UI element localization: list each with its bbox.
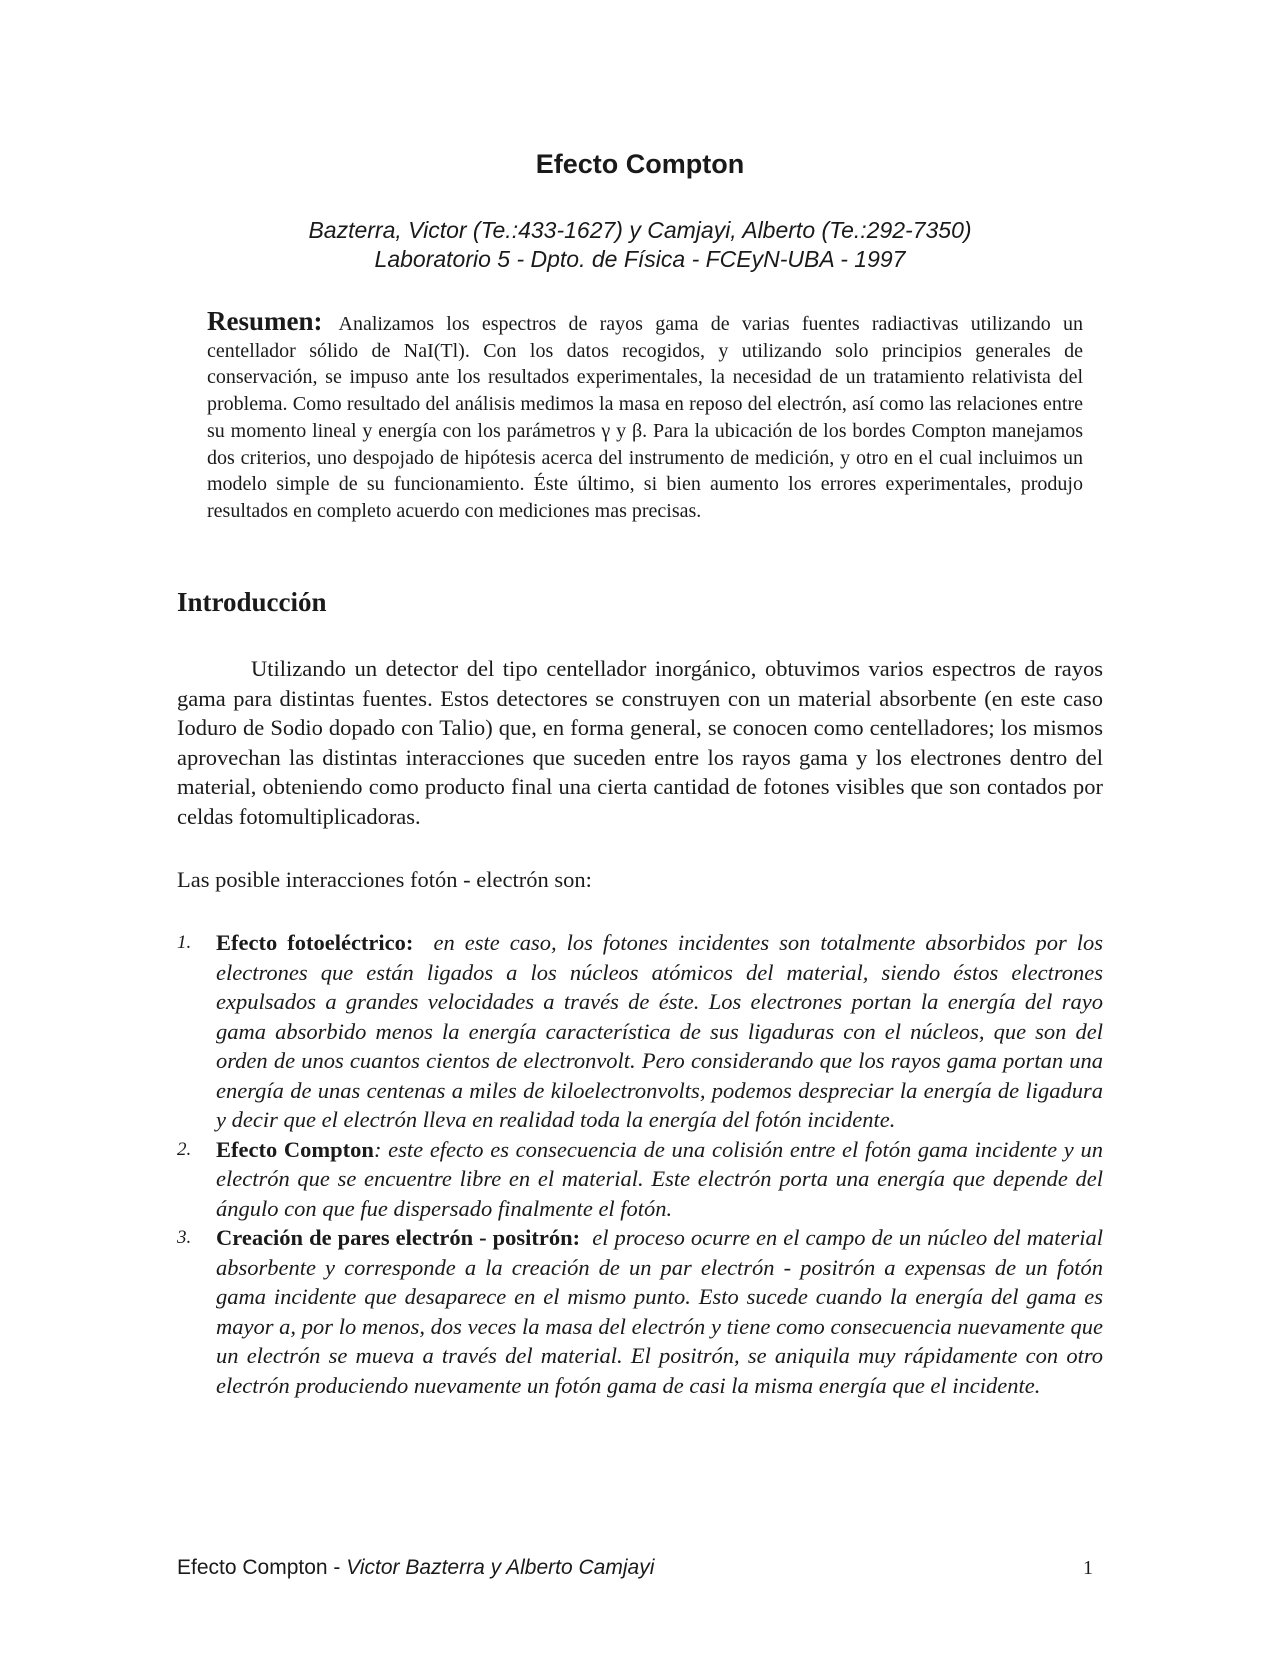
list-item-description: : este efecto es consecuencia de una colisión entre el fotón gama incidente y un electrón que se encuentre libre en el material. Este electrón porta una energía que depende del ángulo con que fue dispersado finalmente el fotón. bbox=[216, 1136, 1103, 1221]
list-item bbox=[177, 928, 1103, 1135]
affiliation-line: Laboratorio 5 - Dpto. de Física - FCEyN-UBA - 1997 bbox=[374, 246, 906, 272]
author-block bbox=[0, 216, 1280, 274]
section-heading-introduction: Introducción bbox=[177, 587, 327, 617]
list-item-number: 1. bbox=[177, 932, 192, 953]
interactions-lead: Las posible interacciones fotón - electrón son: bbox=[177, 867, 592, 892]
intro-paragraph: Utilizando un detector del tipo centellador inorgánico, obtuvimos varios espectros de rayos gama para distintas fuentes. Estos detectores se construyen con un material absorbente (en este caso Ioduro de Sodio dopado con Talio) que, en forma general, se conocen como centelladores; los mismos aprovechan las distintas interacciones que suceden entre los rayos gama y los electrones dentro del material, obteniendo como producto final una cierta cantidad de fotones visibles que son contados por celdas fotomultiplicadoras. bbox=[177, 656, 1103, 829]
list-item-description: el proceso ocurre en el campo de un núcleo del material absorbente y corresponde a la creación de un par electrón - positrón a expensas de un fotón gama incidente que desaparece en el mismo punto. Esto sucede cuando la energía del gama es mayor a, por lo menos, dos veces la masa del electrón y tiene como consecuencia nuevamente que un electrón se mueva a través del material. El positrón, se aniquila muy rápidamente con otro electrón produciendo nuevamente un fotón gama de casi la misma energía que el incidente. bbox=[216, 1225, 1104, 1398]
paper-title: Efecto Compton bbox=[535, 149, 745, 179]
list-item-number: 2. bbox=[177, 1138, 192, 1160]
abstract-text: Analizamos los espectros de rayos gama de varias fuentes radiactivas utilizando un centellador sólido de NaI(Tl). Con los datos recogidos, y utilizando solo principios generales de conservación, se impuso ante los resultados experimentales, la necesidad de un tratamiento relativista del problema. Como resultado del análisis medimos la masa en reposo del electrón, así como las relaciones entre su momento lineal y energía con los parámetros γ y β. Para la ubicación de los bordes Compton manejamos dos criterios, uno despojado de hipótesis acerca del instrumento de medición, y otro en el cual incluimos un modelo simple de su funcionamiento. Éste último, si bien aumento los errores experimentales, produjo resultados en completo acuerdo con mediciones mas precisas. bbox=[207, 313, 1083, 522]
interactions-list bbox=[177, 928, 1103, 1400]
abstract bbox=[207, 308, 1083, 525]
list-item bbox=[177, 1223, 1103, 1400]
footer-authors: Victor Bazterra y Alberto Camjayi bbox=[346, 1556, 655, 1579]
list-item-term: Efecto fotoeléctrico: bbox=[216, 930, 414, 955]
page-footer bbox=[177, 1555, 654, 1581]
list-item-description: en este caso, los fotones incidentes son totalmente absorbidos por los electrones que están ligados a los núcleos atómicos del material, siendo éstos electrones expulsados a grandes velocidades a través de éste. Los electrones portan la energía del rayo gama absorbido menos la energía característica de sus ligaduras con el núcleos, que son del orden de unos cuantos cientos de electronvolt. Pero considerando que los rayos gama portan una energía de unas centenas a miles de kiloelectronvolts, podemos despreciar la energía de ligadura y decir que el electrón lleva en realidad toda la energía del fotón incidente. bbox=[216, 930, 1104, 1132]
page-number: 1 bbox=[1083, 1557, 1093, 1579]
list-item bbox=[177, 1135, 1103, 1224]
list-item-term: Efecto Compton bbox=[216, 1136, 374, 1162]
authors-line: Bazterra, Victor (Te.:433-1627) y Camjayi, Alberto (Te.:292-7350) bbox=[308, 217, 972, 243]
list-item-number: 3. bbox=[177, 1227, 192, 1248]
list-item-term: Creación de pares electrón - positrón: bbox=[216, 1225, 581, 1250]
abstract-label: Resumen: bbox=[207, 306, 323, 336]
footer-title: Efecto Compton - bbox=[177, 1556, 341, 1579]
